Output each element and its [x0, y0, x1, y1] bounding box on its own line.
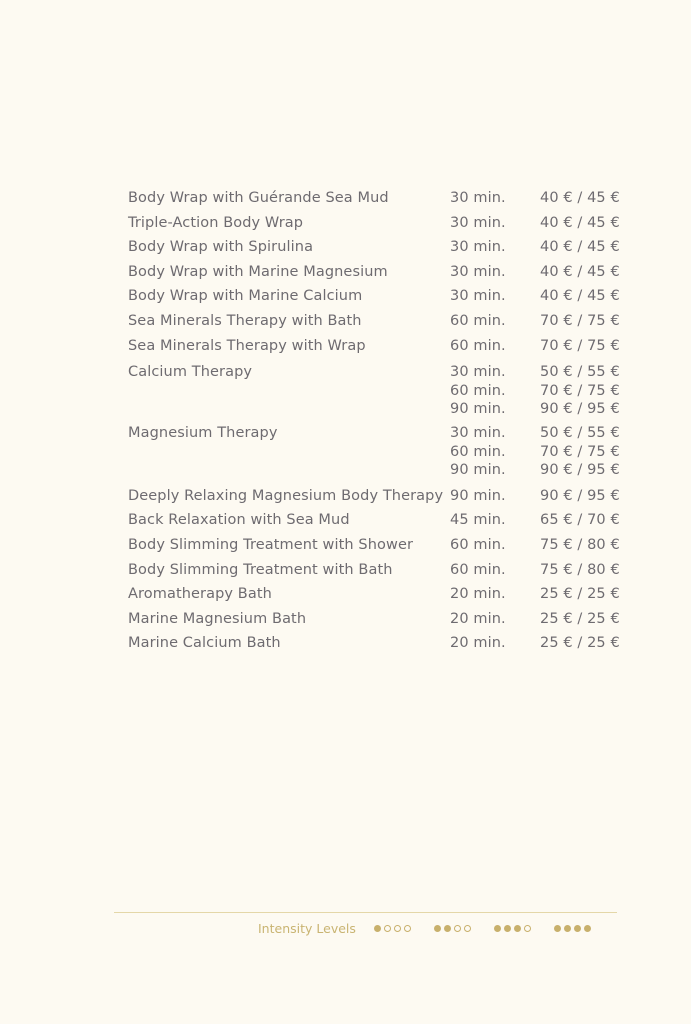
treatment-price: 50 € / 55 €	[540, 364, 620, 381]
treatment-duration: 20 min.	[450, 635, 506, 652]
filled-dot-icon	[494, 925, 501, 932]
treatment-row	[128, 533, 618, 558]
filled-dot-icon	[554, 925, 561, 932]
treatment-durations	[450, 186, 540, 211]
treatment-row	[128, 260, 618, 285]
treatment-durations	[450, 607, 540, 632]
treatment-durations	[450, 484, 540, 509]
treatment-name: Aromatherapy Bath	[128, 586, 272, 603]
treatment-name: Body Slimming Treatment with Bath	[128, 561, 393, 578]
treatment-price: 90 € / 95 €	[540, 401, 620, 418]
treatment-duration: 30 min.	[450, 424, 506, 441]
intensity-level-1	[374, 925, 414, 932]
treatment-name: Body Slimming Treatment with Shower	[128, 536, 414, 553]
treatment-prices	[540, 484, 618, 509]
treatment-durations	[450, 533, 540, 558]
treatment-row	[128, 631, 618, 656]
treatment-name: Body Wrap with Spirulina	[128, 239, 314, 256]
treatment-duration: 30 min.	[450, 364, 506, 381]
treatment-price: 40 € / 45 €	[540, 239, 620, 256]
treatment-price: 25 € / 25 €	[540, 586, 620, 603]
treatment-duration: 90 min.	[450, 487, 506, 504]
filled-dot-icon	[584, 925, 591, 932]
treatment-prices	[540, 309, 618, 334]
treatment-row	[128, 508, 618, 533]
treatment-duration: 20 min.	[450, 610, 506, 627]
treatment-menu	[128, 186, 618, 656]
treatment-duration: 30 min.	[450, 263, 506, 280]
treatment-prices	[540, 284, 618, 309]
treatment-row	[128, 334, 618, 359]
treatment-prices	[540, 334, 618, 359]
treatment-price: 75 € / 80 €	[540, 561, 620, 578]
treatment-prices	[540, 186, 618, 211]
treatment-price: 75 € / 80 €	[540, 536, 620, 553]
treatment-row	[128, 607, 618, 632]
treatment-price: 40 € / 45 €	[540, 214, 620, 231]
treatment-duration: 60 min.	[450, 536, 506, 553]
treatment-durations	[450, 631, 540, 656]
treatment-prices	[540, 533, 618, 558]
treatment-prices	[540, 363, 618, 419]
filled-dot-icon	[574, 925, 581, 932]
intensity-level-4	[554, 925, 594, 932]
empty-dot-icon	[404, 925, 411, 932]
treatment-prices	[540, 235, 618, 260]
intensity-level-2	[434, 925, 474, 932]
treatment-durations	[450, 334, 540, 359]
treatment-duration: 60 min.	[450, 382, 506, 399]
intensity-legend-label: Intensity Levels	[258, 920, 356, 936]
treatment-row	[128, 558, 618, 583]
treatment-price: 90 € / 95 €	[540, 487, 620, 504]
treatment-durations	[450, 508, 540, 533]
treatment-duration: 30 min.	[450, 239, 506, 256]
treatment-prices	[540, 424, 618, 480]
treatment-name: Marine Magnesium Bath	[128, 610, 307, 627]
treatment-row	[128, 582, 618, 607]
treatment-duration: 60 min.	[450, 337, 506, 354]
treatment-prices	[540, 631, 618, 656]
treatment-prices	[540, 211, 618, 236]
treatment-price: 40 € / 45 €	[540, 288, 620, 305]
treatment-row	[128, 363, 618, 419]
treatment-name: Back Relaxation with Sea Mud	[128, 512, 350, 529]
treatment-duration: 45 min.	[450, 512, 506, 529]
treatment-name: Body Wrap with Guérande Sea Mud	[128, 190, 389, 206]
treatment-name: Marine Calcium Bath	[128, 635, 281, 652]
treatment-row	[128, 186, 618, 211]
treatment-duration: 60 min.	[450, 561, 506, 578]
filled-dot-icon	[504, 925, 511, 932]
treatment-price: 70 € / 75 €	[540, 443, 620, 460]
treatment-name: Body Wrap with Marine Calcium	[128, 288, 363, 305]
treatment-duration: 90 min.	[450, 462, 506, 479]
treatment-row	[128, 284, 618, 309]
intensity-level-3	[494, 925, 534, 932]
treatment-prices	[540, 582, 618, 607]
treatment-duration: 30 min.	[450, 288, 506, 305]
treatment-row	[128, 484, 618, 509]
treatment-name: Sea Minerals Therapy with Wrap	[128, 337, 366, 354]
intensity-levels	[374, 925, 594, 932]
treatment-prices	[540, 260, 618, 285]
treatment-row	[128, 235, 618, 260]
treatment-durations	[450, 582, 540, 607]
treatment-durations	[450, 558, 540, 583]
treatment-name: Magnesium Therapy	[128, 424, 278, 441]
treatment-prices	[540, 558, 618, 583]
treatment-price: 50 € / 55 €	[540, 424, 620, 441]
treatment-price: 40 € / 45 €	[540, 263, 620, 280]
treatment-name: Calcium Therapy	[128, 364, 253, 381]
treatment-duration: 60 min.	[450, 443, 506, 460]
treatment-durations	[450, 363, 540, 419]
treatment-price: 25 € / 25 €	[540, 635, 620, 652]
treatment-prices	[540, 508, 618, 533]
treatment-price: 70 € / 75 €	[540, 382, 620, 399]
treatment-row	[128, 309, 618, 334]
treatment-durations	[450, 284, 540, 309]
filled-dot-icon	[434, 925, 441, 932]
treatment-duration: 30 min.	[450, 190, 506, 206]
treatment-duration: 30 min.	[450, 214, 506, 231]
treatment-name: Sea Minerals Therapy with Bath	[128, 312, 362, 329]
treatment-price: 25 € / 25 €	[540, 610, 620, 627]
treatment-name: Body Wrap with Marine Magnesium	[128, 263, 388, 280]
filled-dot-icon	[564, 925, 571, 932]
treatment-price: 70 € / 75 €	[540, 337, 620, 354]
footer-divider	[114, 912, 617, 913]
treatment-duration: 60 min.	[450, 312, 506, 329]
filled-dot-icon	[374, 925, 381, 932]
filled-dot-icon	[514, 925, 521, 932]
treatment-row	[128, 211, 618, 236]
treatment-durations	[450, 424, 540, 480]
empty-dot-icon	[464, 925, 471, 932]
treatment-durations	[450, 235, 540, 260]
treatment-price: 90 € / 95 €	[540, 462, 620, 479]
treatment-duration: 90 min.	[450, 401, 506, 418]
empty-dot-icon	[384, 925, 391, 932]
treatment-row	[128, 424, 618, 480]
empty-dot-icon	[394, 925, 401, 932]
treatment-prices	[540, 607, 618, 632]
treatment-durations	[450, 260, 540, 285]
treatment-durations	[450, 211, 540, 236]
treatment-name: Deeply Relaxing Magnesium Body Therapy	[128, 487, 444, 504]
empty-dot-icon	[524, 925, 531, 932]
treatment-price: 40 € / 45 €	[540, 190, 620, 206]
empty-dot-icon	[454, 925, 461, 932]
treatment-price: 65 € / 70 €	[540, 512, 620, 529]
treatment-durations	[450, 309, 540, 334]
treatment-name: Triple-Action Body Wrap	[128, 214, 304, 231]
treatment-price: 70 € / 75 €	[540, 312, 620, 329]
intensity-legend	[258, 918, 594, 938]
filled-dot-icon	[444, 925, 451, 932]
treatment-duration: 20 min.	[450, 586, 506, 603]
